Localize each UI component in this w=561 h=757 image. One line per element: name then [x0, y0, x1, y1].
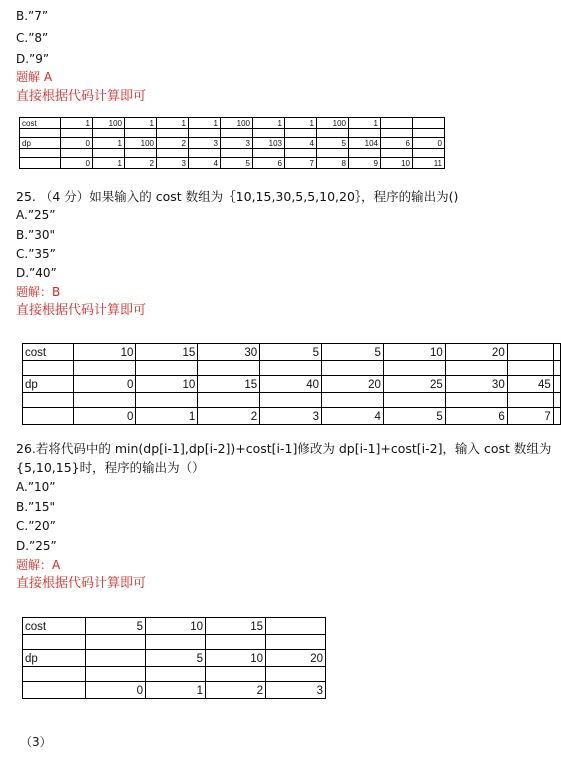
- table-cell: [146, 667, 206, 682]
- table-row: [23, 682, 326, 699]
- table-cell: [260, 361, 322, 376]
- table-cell: [381, 118, 413, 129]
- table-cell: [507, 361, 553, 376]
- table-row: [20, 149, 445, 158]
- table-cell: 100: [93, 118, 125, 129]
- table-row: [23, 650, 326, 667]
- table-cell: 5: [322, 344, 384, 361]
- table-cell: [61, 149, 93, 158]
- table-cell: 6: [253, 158, 285, 169]
- table-row: [23, 361, 561, 376]
- table-cell: [349, 129, 381, 138]
- table-cell: 1: [93, 158, 125, 169]
- table-row: [23, 667, 326, 682]
- table-row: [20, 129, 445, 138]
- table-cell: 0: [74, 408, 136, 425]
- table-cell: 1: [349, 118, 381, 129]
- table-cell: [86, 667, 146, 682]
- explanation-text: 直接根据代码计算即可: [16, 89, 147, 104]
- answer-text: 题解 A: [16, 70, 53, 84]
- table-cell: 3: [260, 408, 322, 425]
- table-cell: [74, 361, 136, 376]
- table-cell: 30: [445, 376, 507, 393]
- table-cell: 5: [383, 408, 445, 425]
- table-cell: dp: [23, 650, 86, 667]
- table-cell: [381, 149, 413, 158]
- table-cell: 1: [157, 118, 189, 129]
- table-cell: [322, 361, 384, 376]
- table-row: [23, 393, 561, 408]
- option-b: B.”7”: [16, 9, 49, 23]
- table-cell: [317, 149, 349, 158]
- table-cell: [20, 129, 61, 138]
- table-cell: 104: [349, 138, 381, 149]
- table-row: [23, 344, 561, 361]
- table-row: [23, 635, 326, 650]
- table-cell: [20, 158, 61, 169]
- table-cell: 10: [146, 618, 206, 635]
- table-cell: cost: [20, 118, 61, 129]
- table-cell: 10: [74, 344, 136, 361]
- table-cell: [198, 393, 260, 408]
- table-cell: [93, 149, 125, 158]
- table-cell: 5: [86, 618, 146, 635]
- table-cell: 4: [322, 408, 384, 425]
- dp-table-q26: [22, 617, 326, 699]
- table-cell: [507, 393, 553, 408]
- table-cell: 40: [260, 376, 322, 393]
- page-marker: （3）: [20, 735, 52, 749]
- table-cell: dp: [20, 138, 61, 149]
- table-cell: 5: [317, 138, 349, 149]
- answer-text: 题解：A: [16, 558, 61, 572]
- table-cell: dp: [23, 376, 74, 393]
- table-cell: 10: [383, 344, 445, 361]
- table-cell: 15: [206, 618, 266, 635]
- table-cell: [260, 393, 322, 408]
- table-cell: 10: [381, 158, 413, 169]
- table-cell: 2: [125, 158, 157, 169]
- table-cell: [206, 667, 266, 682]
- table-cell: 1: [146, 682, 206, 699]
- table-cell: [146, 635, 206, 650]
- table-cell: 3: [189, 138, 221, 149]
- table-cell: [253, 129, 285, 138]
- table-cell: [86, 635, 146, 650]
- table-row: [23, 618, 326, 635]
- dp-table-q25: [22, 343, 561, 425]
- table-cell: 4: [285, 138, 317, 149]
- table-cell: 30: [198, 344, 260, 361]
- table-cell: 100: [317, 118, 349, 129]
- table-cell: [189, 129, 221, 138]
- table-cell: [266, 635, 326, 650]
- table-cell: 1: [189, 118, 221, 129]
- table-cell: [553, 408, 560, 425]
- table-cell: 1: [93, 138, 125, 149]
- dp-table-q24: [19, 117, 445, 169]
- option-a: A.”10”: [16, 480, 56, 494]
- explanation-text: 直接根据代码计算即可: [16, 303, 147, 318]
- table-cell: [322, 393, 384, 408]
- table-cell: [413, 118, 445, 129]
- option-d: D.”40”: [16, 266, 57, 280]
- table-cell: [198, 361, 260, 376]
- table-cell: 15: [136, 344, 198, 361]
- table-cell: [136, 393, 198, 408]
- explanation-text: 直接根据代码计算即可: [16, 576, 147, 591]
- table-cell: [125, 129, 157, 138]
- table-cell: 3: [157, 158, 189, 169]
- table-cell: 1: [285, 118, 317, 129]
- table-cell: 20: [322, 376, 384, 393]
- table-cell: 1: [253, 118, 285, 129]
- table-cell: 10: [136, 376, 198, 393]
- table-cell: [23, 682, 86, 699]
- table-cell: [553, 393, 560, 408]
- option-c: C.”35”: [16, 247, 56, 261]
- option-d: D.”9”: [16, 52, 50, 66]
- table-cell: [317, 129, 349, 138]
- table-cell: [20, 149, 61, 158]
- table-cell: 7: [285, 158, 317, 169]
- table-cell: [285, 149, 317, 158]
- table-cell: [381, 129, 413, 138]
- table-cell: 1: [61, 118, 93, 129]
- table-cell: [445, 361, 507, 376]
- table-cell: 4: [189, 158, 221, 169]
- table-cell: 15: [198, 376, 260, 393]
- table-cell: [266, 618, 326, 635]
- table-cell: 6: [381, 138, 413, 149]
- table-cell: 0: [74, 376, 136, 393]
- table-row: [23, 376, 561, 393]
- table-cell: [125, 149, 157, 158]
- table-cell: 100: [221, 118, 253, 129]
- table-cell: [23, 635, 86, 650]
- table-cell: [61, 129, 93, 138]
- option-c: C.”20”: [16, 519, 56, 533]
- table-cell: [136, 361, 198, 376]
- table-cell: [74, 393, 136, 408]
- table-cell: [206, 635, 266, 650]
- table-cell: [383, 393, 445, 408]
- table-cell: [23, 667, 86, 682]
- table-cell: [553, 344, 560, 361]
- table-cell: [507, 344, 553, 361]
- table-cell: 1: [136, 408, 198, 425]
- table-row: [23, 408, 561, 425]
- table-cell: [349, 149, 381, 158]
- table-cell: [445, 393, 507, 408]
- table-cell: 6: [445, 408, 507, 425]
- table-cell: 0: [413, 138, 445, 149]
- table-cell: [93, 129, 125, 138]
- table-cell: 0: [86, 682, 146, 699]
- table-cell: 1: [125, 118, 157, 129]
- table-cell: 100: [125, 138, 157, 149]
- table-cell: [413, 149, 445, 158]
- table-cell: 25: [383, 376, 445, 393]
- question-26-line1: 26.若将代码中的 min(dp[i-1],dp[i-2])+cost[i-1]修改为 dp[i-1]+cost[i-2]，输入 cost 数组为: [16, 441, 552, 456]
- option-b: B.”15": [16, 500, 56, 514]
- table-cell: [189, 149, 221, 158]
- table-cell: 3: [221, 138, 253, 149]
- table-cell: [23, 393, 74, 408]
- table-cell: [253, 149, 285, 158]
- table-cell: 0: [61, 158, 93, 169]
- table-cell: [383, 361, 445, 376]
- table-cell: [157, 149, 189, 158]
- table-cell: [221, 149, 253, 158]
- table-cell: [285, 129, 317, 138]
- table-row: [20, 158, 445, 169]
- table-cell: [157, 129, 189, 138]
- table-cell: 5: [260, 344, 322, 361]
- table-cell: 0: [61, 138, 93, 149]
- table-cell: [221, 129, 253, 138]
- table-cell: 5: [146, 650, 206, 667]
- table-cell: cost: [23, 344, 74, 361]
- table-cell: [86, 650, 146, 667]
- table-cell: 103: [253, 138, 285, 149]
- table-cell: [413, 129, 445, 138]
- table-cell: [553, 361, 560, 376]
- answer-text: 题解：B: [16, 285, 61, 299]
- option-b: B.”30": [16, 228, 56, 242]
- table-cell: [23, 408, 74, 425]
- table-cell: 9: [349, 158, 381, 169]
- table-cell: [553, 376, 560, 393]
- table-cell: [23, 361, 74, 376]
- table-cell: 8: [317, 158, 349, 169]
- table-cell: cost: [23, 618, 86, 635]
- option-a: A.”25”: [16, 208, 56, 222]
- table-cell: 5: [221, 158, 253, 169]
- table-cell: 20: [445, 344, 507, 361]
- question-26-line2: {5,10,15}时，程序的输出为（）: [16, 460, 205, 475]
- table-cell: 3: [266, 682, 326, 699]
- table-cell: 7: [507, 408, 553, 425]
- table-cell: 2: [157, 138, 189, 149]
- table-cell: 20: [266, 650, 326, 667]
- table-cell: 2: [206, 682, 266, 699]
- table-row: [20, 138, 445, 149]
- table-cell: [266, 667, 326, 682]
- table-cell: 11: [413, 158, 445, 169]
- option-d: D.”25”: [16, 539, 57, 553]
- table-cell: 45: [507, 376, 553, 393]
- question-25: 25. （4 分）如果输入的 cost 数组为｛10,15,30,5,5,10,20｝，程序的输出为(): [16, 189, 459, 204]
- table-cell: 10: [206, 650, 266, 667]
- table-cell: 2: [198, 408, 260, 425]
- table-row: [20, 118, 445, 129]
- option-c: C.”8”: [16, 31, 49, 45]
